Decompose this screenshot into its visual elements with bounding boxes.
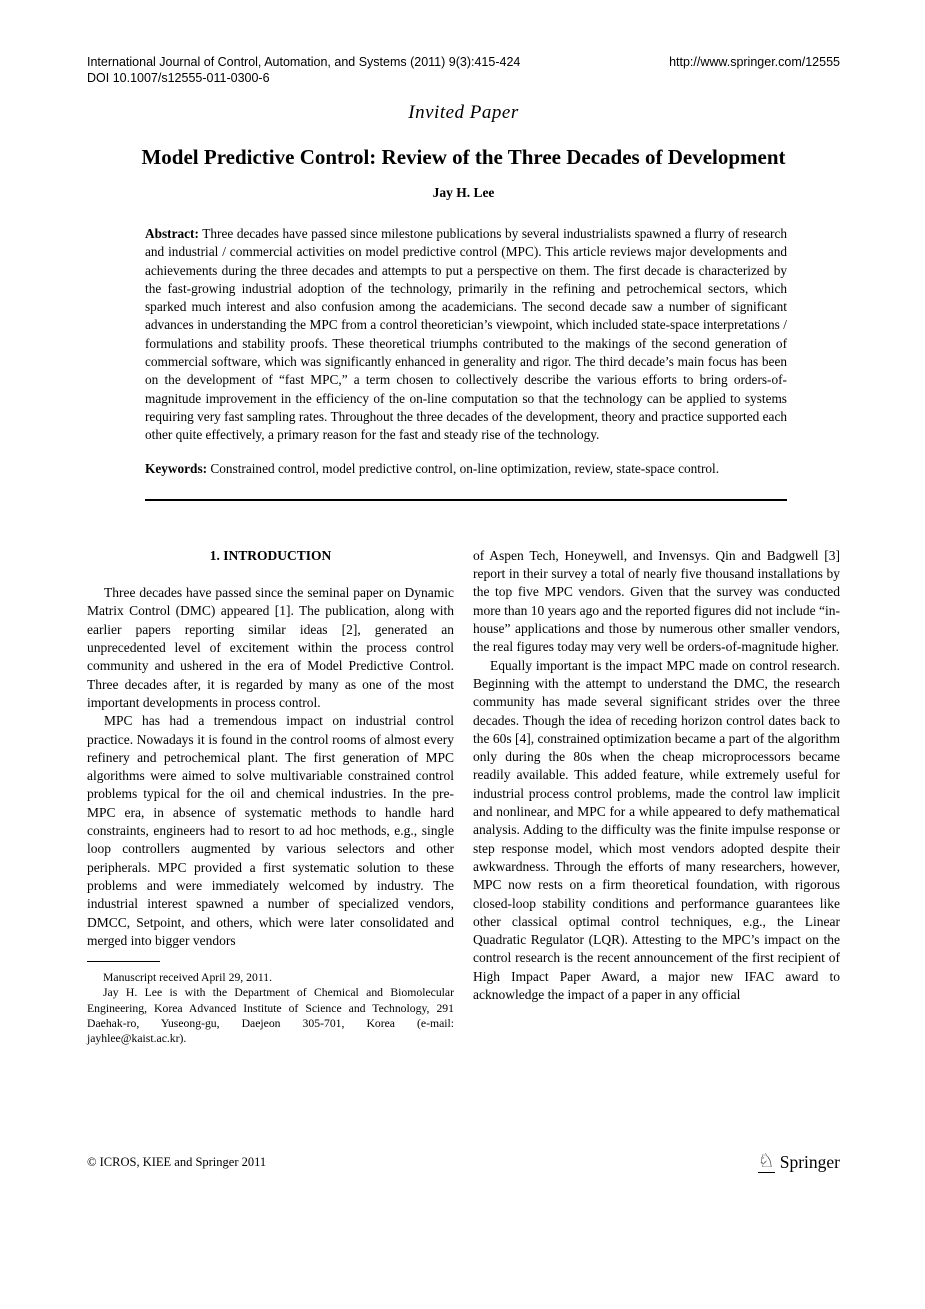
- body-columns: [87, 547, 840, 1046]
- abstract-text: Three decades have passed since milestone publications by several industrialists spawned a flurry of research and industrial / commercial activities on model predictive control (MPC). This article reviews major developments and achievements during the three decades and attempts to put a perspective on them. The first decade is characterized by the fast-growing industrial adoption of the technology, primarily in the refining and petrochemical sectors, which sparked much interest and also confusion among the academicians. The second decade saw a number of significant advances in understanding the MPC from a control theoretician’s viewpoint, which included state-space interpretations / formulations and stability proofs. These theoretical triumphs contributed to the makings of the second generation of commercial software, which was significantly enhanced in generality and rigor. The third decade’s main focus has been on the development of “fast MPC,” a term chosen to collectively describe the various efforts to bring orders-of-magnitude improvement in the efficiency of the on-line computation so that the technology can be applied to systems requiring very fast sampling rates. Throughout the three decades of the development, theory and practice supported each other quite effectively, a primary reason for the fast and steady rise of the technology.: [145, 226, 787, 443]
- journal-citation: International Journal of Control, Automation, and Systems (2011) 9(3):415-424: [87, 55, 521, 69]
- separator-rule: [145, 499, 787, 501]
- paper-type-label: Invited Paper: [408, 102, 519, 123]
- abstract-block: [145, 225, 787, 445]
- keywords-label: Keywords:: [145, 460, 208, 476]
- page-footer: [87, 1152, 840, 1173]
- publisher-logo: [758, 1152, 840, 1173]
- body-paragraph: of Aspen Tech, Honeywell, and Invensys. Qin and Badgwell [3] report in their survey a total of nearly five thousand installations by the top five MPC vendors. Given that the survey was conducted more than 10 years ago and the reported figures did not include “in-house” applications and those by numerous other smaller vendors, the real figures today may very well be orders-of-magnitude higher.: [473, 547, 840, 655]
- publisher-name: Springer: [779, 1152, 840, 1172]
- copyright-notice: © ICROS, KIEE and Springer 2011: [87, 1155, 267, 1169]
- abstract-label: Abstract:: [145, 226, 199, 241]
- section-heading-introduction: 1. INTRODUCTION: [209, 547, 332, 563]
- doi: DOI 10.1007/s12555-011-0300-6: [87, 70, 270, 85]
- body-paragraph: MPC has had a tremendous impact on industrial control practice. Nowadays it is found in the control rooms of almost every refinery and petrochemical plant. The first generation of MPC algorithms were aimed to solve multivariable constrained control problems typical for the oil and chemical industries. In the pre-MPC era, in absence of systematic methods to handle hard constraints, engineers had to resort to ad hoc methods, e.g., single loop controllers augmented by various selectors and other peripherals. MPC provided a first systematic solution to these problems and were immediately welcomed by industry. The industrial interest spawned a number of specialized vendors, DMCC, Setpoint, and others, which were later consolidated and merged into bigger vendors: [87, 713, 454, 948]
- right-column: [473, 547, 840, 1046]
- footnote-received: Manuscript received April 29, 2011.: [103, 971, 272, 985]
- left-column: [87, 547, 454, 1046]
- paper-title: Model Predictive Control: Review of the Three Decades of Development: [141, 145, 786, 169]
- footnote: [87, 961, 454, 1046]
- author-name: Jay H. Lee: [432, 185, 495, 200]
- body-paragraph: Equally important is the impact MPC made on control research. Beginning with the attempt to understand the DMC, the research community has made several significant strides over the three decades. Though the idea of receding horizon control dates back to the 60s [4], constrained optimization became a part of the algorithm only during the 80s when the cheap microprocessors became readily available. This added feature, while extremely useful for industrial process control problems, made the control law implicit and nonlinear, and MPC for a while appeared to defy mathematical analysis. Adding to the difficulty was the finite impulse response or step response model, which most vendors adopted despite their awkwardness. Through the efforts of many researchers, however, MPC now rests on a firm theoretical foundation, with rigorous closed-loop stability conditions and performance guarantees like other classical optimal control techniques, e.g., the Linear Quadratic Regulator (LQR). Attesting to the MPC’s impact on the control research is the recent announcement of the first recipient of High Impact Paper Award, a major new IFAC award to acknowledge the impact of a paper in any official: [473, 657, 841, 1002]
- keywords-block: [145, 460, 787, 478]
- journal-header-left: [87, 55, 520, 86]
- body-paragraph: Three decades have passed since the seminal paper on Dynamic Matrix Control (DMC) appeared [1]. The publication, along with earlier papers reporting similar ideas [2], generated an unprecedented level of excitement within the process control community and ushered in the era of Model Predictive Control. Three decades after, it is regarded by many as one of the most important developments in process control.: [87, 585, 454, 710]
- footnote-rule: [87, 961, 160, 962]
- keywords-text: Constrained control, model predictive control, on-line optimization, review, state-space control.: [210, 460, 720, 476]
- springer-knight-icon: ♘: [757, 1150, 775, 1172]
- footnote-affiliation: Jay H. Lee is with the Department of Chemical and Biomolecular Engineering, Korea Advanced Institute of Science and Technology, 291 Daehak-ro, Yuseong-gu, Daejeon 305-701, Korea (e-mail: jayhlee@kaist.ac.kr).: [87, 986, 454, 1045]
- journal-url: http://www.springer.com/12555: [669, 55, 840, 69]
- journal-header: [87, 55, 840, 86]
